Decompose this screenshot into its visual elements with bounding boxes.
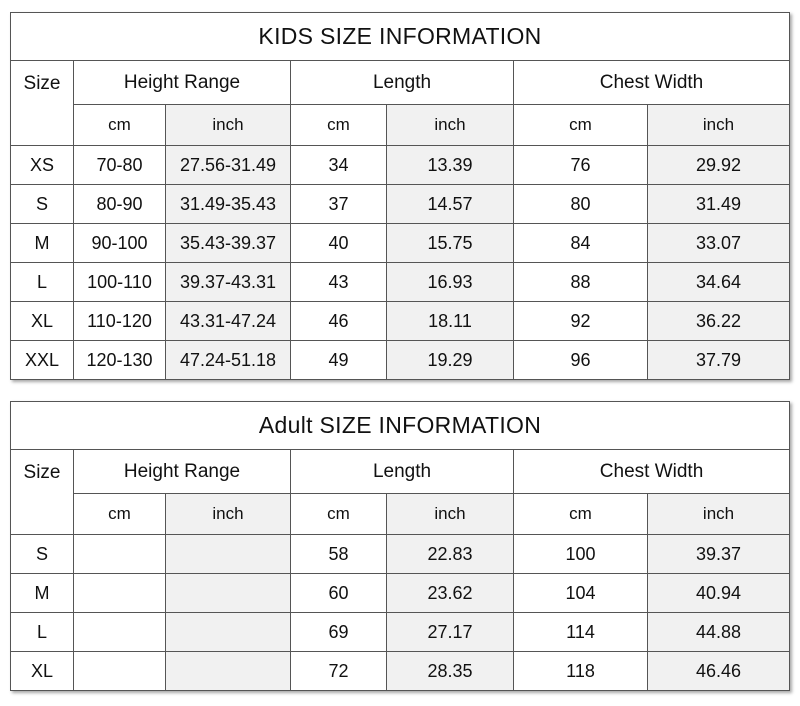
chest-width-header: Chest Width (514, 450, 790, 494)
size-cell: XXL (11, 341, 74, 380)
height-inch-cell (166, 613, 291, 652)
size-header: Size (11, 61, 74, 146)
length-cm-cell: 60 (291, 574, 387, 613)
chest-cm-cell: 88 (514, 263, 648, 302)
table-row (11, 574, 790, 613)
length-inch-unit: inch (387, 105, 514, 146)
table-row (11, 224, 790, 263)
length-cm-cell: 46 (291, 302, 387, 341)
height-cm-cell: 110-120 (74, 302, 166, 341)
height-range-header: Height Range (74, 61, 291, 105)
size-cell: L (11, 613, 74, 652)
chest-inch-cell: 40.94 (648, 574, 790, 613)
chest-cm-unit: cm (514, 105, 648, 146)
height-cm-unit: cm (74, 105, 166, 146)
height-cm-cell: 100-110 (74, 263, 166, 302)
height-inch-cell (166, 535, 291, 574)
length-inch-cell: 16.93 (387, 263, 514, 302)
length-cm-unit: cm (291, 494, 387, 535)
height-inch-cell (166, 574, 291, 613)
chest-cm-cell: 100 (514, 535, 648, 574)
chest-cm-cell: 118 (514, 652, 648, 691)
table-row (11, 535, 790, 574)
chest-inch-cell: 37.79 (648, 341, 790, 380)
chest-inch-cell: 36.22 (648, 302, 790, 341)
height-cm-cell (74, 535, 166, 574)
chest-cm-cell: 92 (514, 302, 648, 341)
chest-cm-cell: 76 (514, 146, 648, 185)
size-cell: M (11, 574, 74, 613)
height-cm-cell (74, 613, 166, 652)
chest-inch-cell: 33.07 (648, 224, 790, 263)
height-inch-cell: 47.24-51.18 (166, 341, 291, 380)
chest-inch-unit: inch (648, 105, 790, 146)
length-header: Length (291, 450, 514, 494)
adult-table-title: Adult SIZE INFORMATION (11, 402, 790, 450)
size-cell: M (11, 224, 74, 263)
chest-inch-cell: 46.46 (648, 652, 790, 691)
chest-cm-cell: 114 (514, 613, 648, 652)
height-inch-cell: 31.49-35.43 (166, 185, 291, 224)
length-inch-cell: 15.75 (387, 224, 514, 263)
table-row (11, 263, 790, 302)
height-range-header: Height Range (74, 450, 291, 494)
chest-cm-cell: 80 (514, 185, 648, 224)
table-row (11, 302, 790, 341)
length-cm-cell: 72 (291, 652, 387, 691)
height-inch-cell: 39.37-43.31 (166, 263, 291, 302)
length-cm-cell: 49 (291, 341, 387, 380)
length-inch-cell: 13.39 (387, 146, 514, 185)
size-cell: XS (11, 146, 74, 185)
chest-inch-unit: inch (648, 494, 790, 535)
length-inch-cell: 23.62 (387, 574, 514, 613)
table-row (11, 185, 790, 224)
length-inch-cell: 18.11 (387, 302, 514, 341)
chest-inch-cell: 34.64 (648, 263, 790, 302)
table-row (11, 652, 790, 691)
chest-cm-unit: cm (514, 494, 648, 535)
adult-size-table (10, 401, 790, 691)
height-inch-unit: inch (166, 105, 291, 146)
height-cm-cell: 90-100 (74, 224, 166, 263)
size-cell: L (11, 263, 74, 302)
length-cm-cell: 43 (291, 263, 387, 302)
kids-table-title: KIDS SIZE INFORMATION (11, 13, 790, 61)
chest-cm-cell: 96 (514, 341, 648, 380)
height-cm-cell: 70-80 (74, 146, 166, 185)
length-cm-cell: 58 (291, 535, 387, 574)
size-cell: S (11, 185, 74, 224)
size-header: Size (11, 450, 74, 535)
length-cm-cell: 69 (291, 613, 387, 652)
length-inch-cell: 14.57 (387, 185, 514, 224)
chest-cm-cell: 84 (514, 224, 648, 263)
height-inch-cell: 27.56-31.49 (166, 146, 291, 185)
length-inch-unit: inch (387, 494, 514, 535)
length-inch-cell: 19.29 (387, 341, 514, 380)
length-inch-cell: 22.83 (387, 535, 514, 574)
table-row (11, 613, 790, 652)
size-cell: S (11, 535, 74, 574)
chest-inch-cell: 29.92 (648, 146, 790, 185)
size-cell: XL (11, 302, 74, 341)
length-inch-cell: 27.17 (387, 613, 514, 652)
chest-inch-cell: 39.37 (648, 535, 790, 574)
length-cm-cell: 34 (291, 146, 387, 185)
height-cm-cell: 80-90 (74, 185, 166, 224)
chest-inch-cell: 31.49 (648, 185, 790, 224)
table-row (11, 146, 790, 185)
height-cm-cell (74, 574, 166, 613)
height-inch-unit: inch (166, 494, 291, 535)
length-cm-cell: 40 (291, 224, 387, 263)
height-cm-unit: cm (74, 494, 166, 535)
chest-inch-cell: 44.88 (648, 613, 790, 652)
length-header: Length (291, 61, 514, 105)
table-row (11, 341, 790, 380)
height-inch-cell (166, 652, 291, 691)
chest-width-header: Chest Width (514, 61, 790, 105)
kids-size-table (10, 12, 790, 380)
length-inch-cell: 28.35 (387, 652, 514, 691)
length-cm-cell: 37 (291, 185, 387, 224)
length-cm-unit: cm (291, 105, 387, 146)
size-cell: XL (11, 652, 74, 691)
height-cm-cell (74, 652, 166, 691)
chest-cm-cell: 104 (514, 574, 648, 613)
height-cm-cell: 120-130 (74, 341, 166, 380)
height-inch-cell: 43.31-47.24 (166, 302, 291, 341)
height-inch-cell: 35.43-39.37 (166, 224, 291, 263)
